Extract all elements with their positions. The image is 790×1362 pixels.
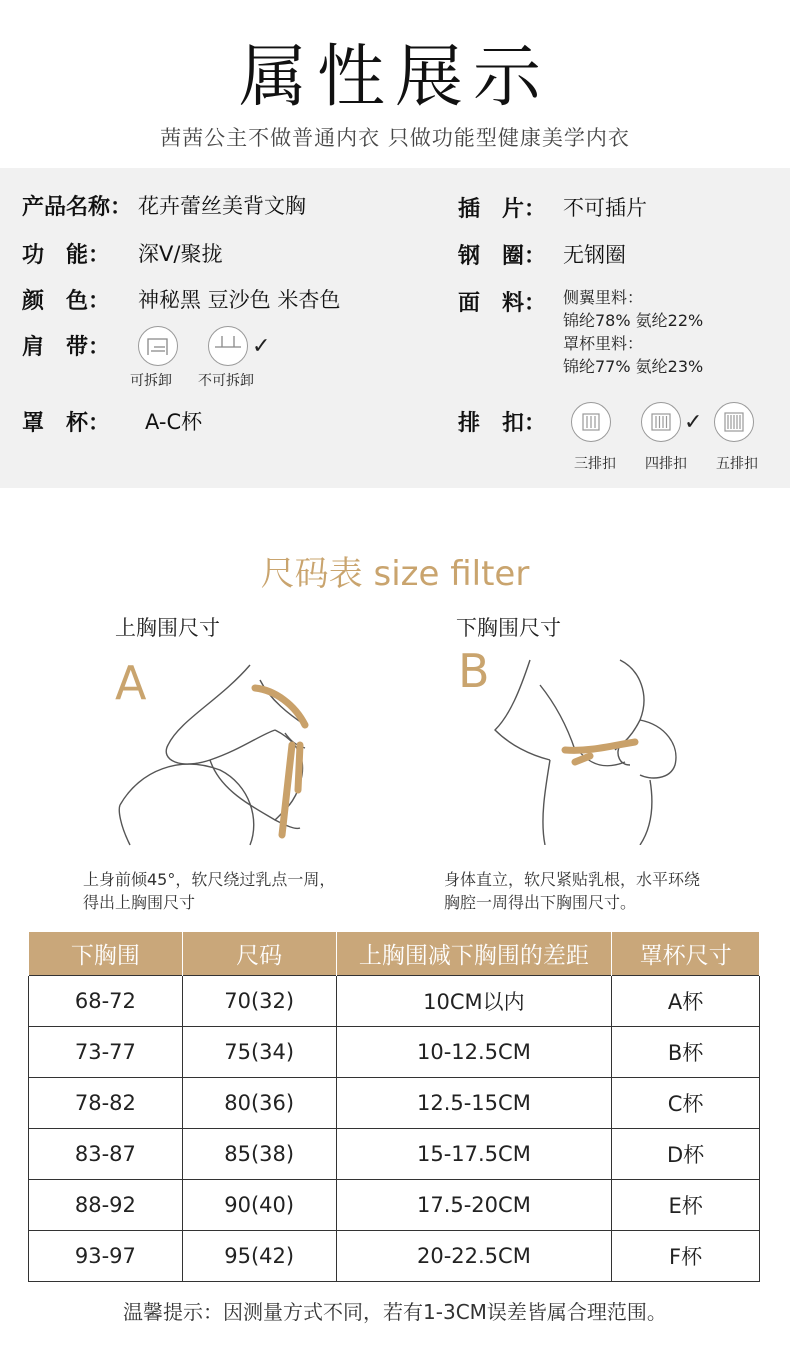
table-cell: A杯 (612, 976, 760, 1027)
table-row (29, 1231, 760, 1282)
hook-option-label: 三排扣 (574, 456, 616, 472)
table-cell: 78-82 (29, 1078, 183, 1129)
check-icon: ✓ (252, 334, 271, 359)
hook-label: 排 扣： (458, 411, 547, 436)
table-cell: 68-72 (29, 976, 183, 1027)
product-name-value: 花卉蕾丝美背文胸 (138, 194, 306, 218)
table-cell: 85(38) (182, 1129, 336, 1180)
table-cell: 90(40) (182, 1180, 336, 1231)
function-value: 深V/聚拢 (138, 242, 223, 266)
description-line: 上身前倾45°，软尺绕过乳点一周， (83, 870, 336, 889)
size-chart-title: 尺码表 size filter (260, 554, 530, 594)
table-row (29, 1129, 760, 1180)
column-header: 下胸围 (29, 932, 183, 976)
table-row (29, 1027, 760, 1078)
strap-option-label: 可拆卸 (130, 373, 172, 389)
description-line: 得出上胸围尺寸 (83, 893, 196, 912)
diagram-a-description (83, 868, 335, 914)
fixed-strap-icon (208, 326, 248, 366)
detachable-strap-icon (138, 326, 178, 366)
table-cell: 12.5-15CM (336, 1078, 612, 1129)
column-header: 上胸围减下胸围的差距 (336, 932, 612, 976)
upper-bust-illustration (100, 660, 360, 850)
insert-label: 插 片： (458, 197, 547, 222)
strap-label: 肩 带： (22, 335, 111, 360)
size-table (28, 932, 760, 1282)
fabric-line: 锦纶78% 氨纶22% (563, 311, 704, 330)
diagram-a-title: 上胸围尺寸 (115, 616, 220, 640)
attribute-panel (0, 168, 790, 488)
table-header-row (29, 932, 760, 976)
table-cell: 93-97 (29, 1231, 183, 1282)
table-row (29, 1078, 760, 1129)
check-icon: ✓ (684, 410, 703, 435)
column-header: 尺码 (182, 932, 336, 976)
description-line: 身体直立，软尺紧贴乳根，水平环绕 (444, 870, 701, 889)
column-header: 罩杯尺寸 (612, 932, 760, 976)
diagram-b-title: 下胸围尺寸 (456, 616, 561, 640)
fabric-line: 罩杯里料： (563, 334, 644, 353)
diagram-a-letter: A (115, 656, 147, 710)
under-bust-illustration (490, 650, 700, 845)
table-cell: B杯 (612, 1027, 760, 1078)
product-name-label: 产品名称： (22, 195, 133, 220)
fabric-label: 面 料： (458, 291, 547, 316)
diagram-b-description (444, 868, 700, 914)
table-cell: 88-92 (29, 1180, 183, 1231)
table-cell: 70(32) (182, 976, 336, 1027)
table-cell: 95(42) (182, 1231, 336, 1282)
fabric-line: 锦纶77% 氨纶23% (563, 357, 704, 376)
description-line: 胸腔一周得出下胸围尺寸。 (444, 893, 637, 912)
underwire-label: 钢 圈： (458, 244, 547, 269)
five-row-hook-icon (714, 402, 754, 442)
function-label: 功 能： (22, 243, 111, 268)
table-cell: D杯 (612, 1129, 760, 1180)
page-subtitle: 茜茜公主不做普通内衣 只做功能型健康美学内衣 (160, 126, 630, 150)
measurement-tip: 温馨提示：因测量方式不同，若有1-3CM误差皆属合理范围。 (123, 1300, 667, 1324)
page-title: 属性展示 (238, 38, 551, 117)
table-cell: 20-22.5CM (336, 1231, 612, 1282)
table-cell: 80(36) (182, 1078, 336, 1129)
cup-label: 罩 杯： (22, 411, 111, 436)
underwire-value: 无钢圈 (563, 243, 626, 267)
table-cell: 73-77 (29, 1027, 183, 1078)
strap-option-label: 不可拆卸 (198, 373, 254, 389)
diagram-b-letter: B (458, 644, 490, 698)
hook-option-label: 四排扣 (645, 456, 687, 472)
table-cell: 15-17.5CM (336, 1129, 612, 1180)
insert-value: 不可插片 (563, 196, 647, 220)
table-cell: F杯 (612, 1231, 760, 1282)
cup-value: A-C杯 (145, 410, 203, 434)
three-row-hook-icon (571, 402, 611, 442)
four-row-hook-icon (641, 402, 681, 442)
color-value: 神秘黑 豆沙色 米杏色 (138, 288, 341, 312)
table-cell: 17.5-20CM (336, 1180, 612, 1231)
table-cell: 75(34) (182, 1027, 336, 1078)
hook-option-label: 五排扣 (716, 456, 758, 472)
color-label: 颜 色： (22, 289, 111, 314)
table-row (29, 976, 760, 1027)
table-cell: E杯 (612, 1180, 760, 1231)
table-cell: 10CM以内 (336, 976, 612, 1027)
table-cell: C杯 (612, 1078, 760, 1129)
table-row (29, 1180, 760, 1231)
fabric-details (563, 286, 703, 378)
table-cell: 83-87 (29, 1129, 183, 1180)
table-cell: 10-12.5CM (336, 1027, 612, 1078)
fabric-line: 侧翼里料： (563, 288, 644, 307)
